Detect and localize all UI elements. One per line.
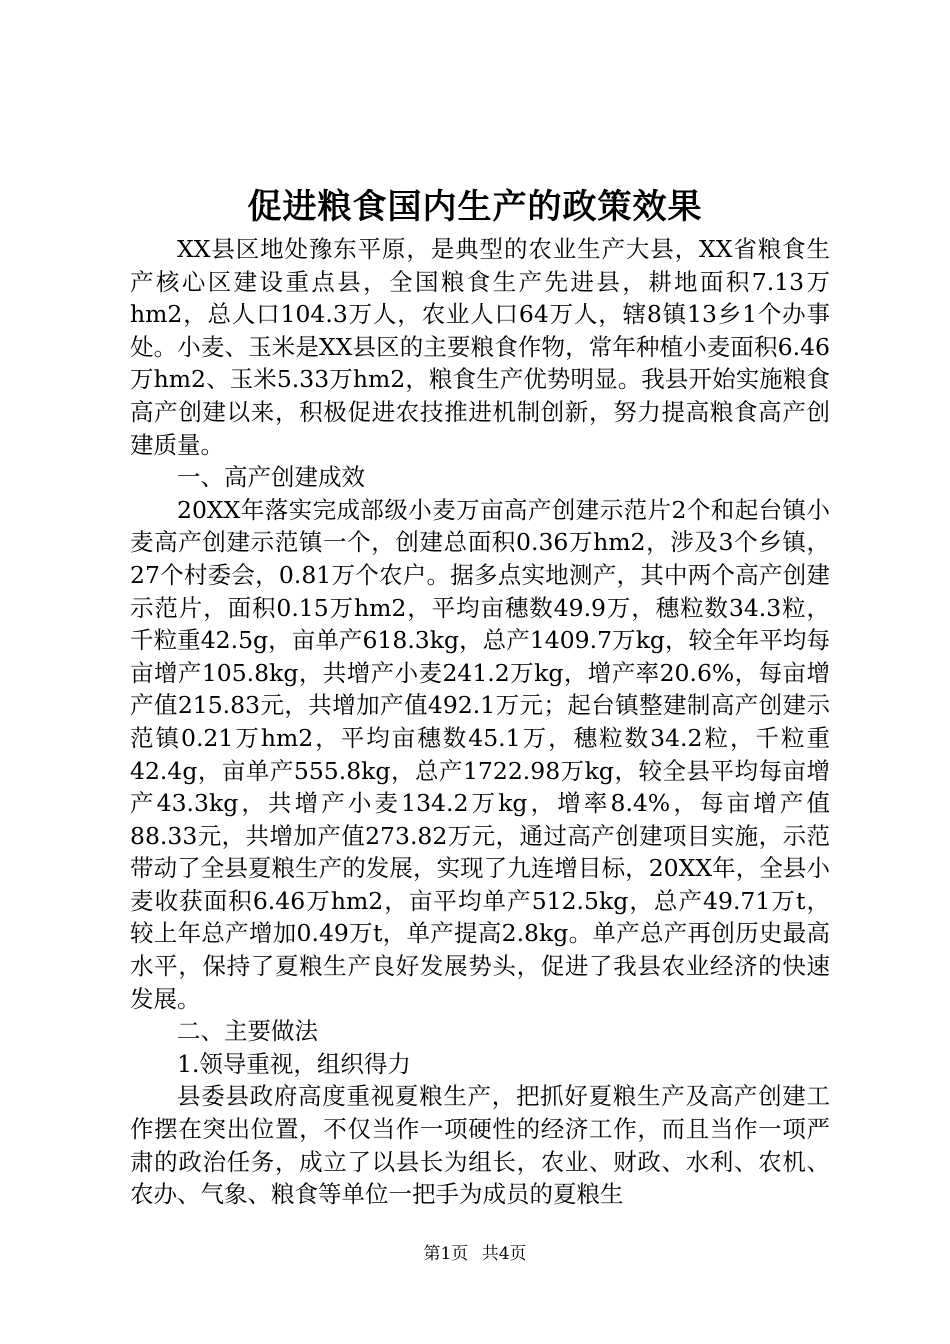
document-body	[130, 233, 830, 1211]
subsection-heading-leadership: 1.领导重视，组织得力	[177, 1049, 411, 1078]
paragraph-intro: XX县区地处豫东平原，是典型的农业生产大县，XX省粮食生产核心区建设重点县，全国粮食生产先进县，耕地面积7.13万hm2，总人口104.3万人，农业人口64万人，辖8镇13乡1个办事处。小麦、玉米是XX县区的主要粮食作物，常年种植小麦面积6.46万hm2、玉米5.33万hm2，粮食生产优势明显。我县开始实施粮食高产创建以来，积极促进农技推进机制创新，努力提高粮食高产创建质量。	[130, 235, 830, 459]
section-heading-results: 一、高产创建成效	[177, 463, 365, 492]
page-number: 第1页	[423, 1244, 469, 1264]
paragraph-leadership: 县委县政府高度重视夏粮生产，把抓好夏粮生产及高产创建工作摆在突出位置，不仅当作一项硬性的经济工作，而且当作一项严肃的政治任务，成立了以县长为组长，农业、财政、水利、农机、农办、气象、粮食等单位一把手为成员的夏粮生	[130, 1082, 830, 1209]
paragraph-results: 20XX年落实完成部级小麦万亩高产创建示范片2个和起台镇小麦高产创建示范镇一个，创建总面积0.36万hm2，涉及3个乡镇，27个村委会，0.81万个农户。据多点实地测产，其中两个高产创建示范片，面积0.15万hm2，平均亩穗数49.9万，穗粒数34.3粒，千粒重42.5g，亩单产618.3kg，总产1409.7万kg，较全年平均每亩增产105.8kg，共增产小麦241.2万kg，增产率20.6%，每亩增产值215.83元，共增加产值492.1万元；起台镇整建制高产创建示范镇0.21万hm2，平均亩穗数45.1万，穗粒数34.2粒，千粒重42.4g，亩单产555.8kg，总产1722.98万kg，较全县平均每亩增产43.3kg，共增产小麦134.2万kg，增率8.4%，每亩增产值88.33元，共增加产值273.82万元，通过高产创建项目实施，示范带动了全县夏粮生产的发展，实现了九连增目标，20XX年，全县小麦收获面积6.46万hm2，亩平均单产512.5kg，总产49.71万t，较上年总产增加0.49万t，单产提高2.8kg。单产总产再创历史最高水平，保持了夏粮生产良好发展势头，促进了我县农业经济的快速发展。	[130, 495, 830, 1013]
page-total: 共4页	[481, 1244, 527, 1264]
section-heading-methods: 二、主要做法	[177, 1017, 318, 1046]
page-footer	[0, 1243, 950, 1265]
document-title: 促进粮食国内生产的政策效果	[247, 187, 703, 227]
